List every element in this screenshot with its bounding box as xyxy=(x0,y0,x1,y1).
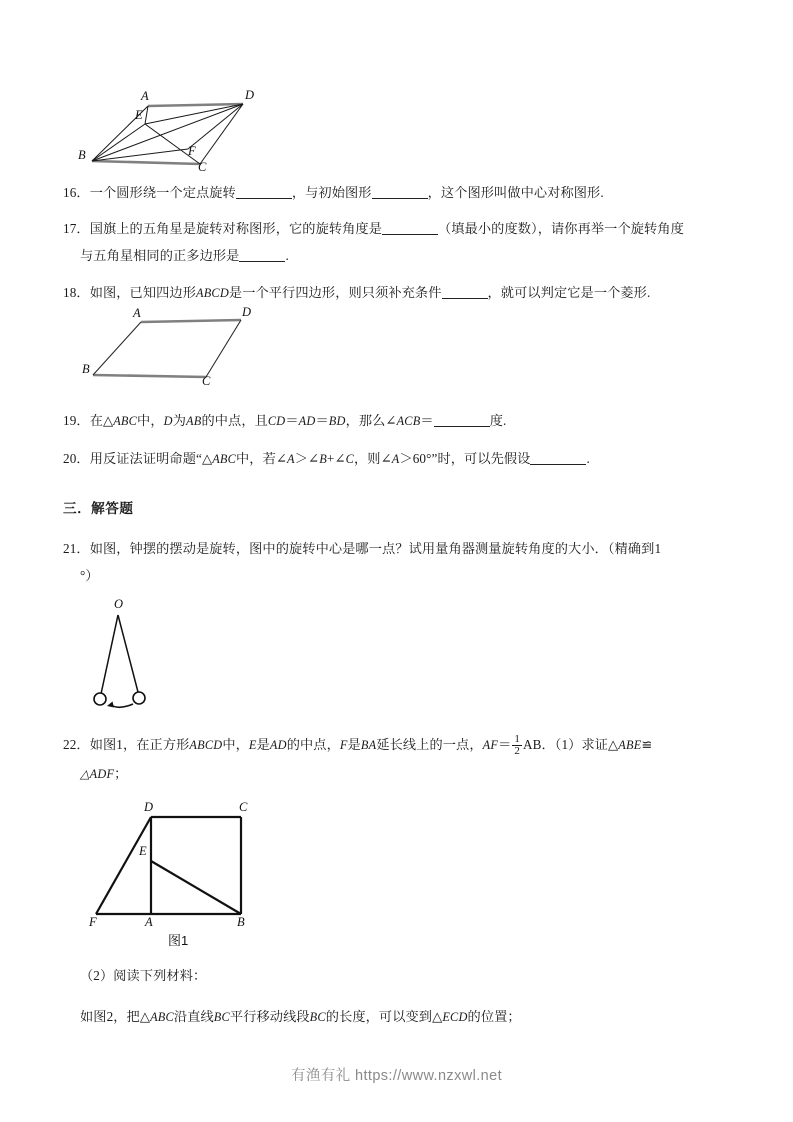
q22p2-label-abc: ABC xyxy=(150,1010,174,1024)
q20-s6: +∠ xyxy=(326,451,346,466)
question-22 xyxy=(63,732,735,787)
question-16-text-1: 一个圆形绕一个定点旋转 xyxy=(89,185,236,200)
question-17-text-1: 国旗上的五角星是旋转对称图形，它的旋转角度是 xyxy=(89,221,383,236)
q20-s8: ，则∠ xyxy=(354,451,392,466)
q22p2-t1: 如图2，把△ xyxy=(80,1009,151,1024)
q22-label-ad: AD xyxy=(269,738,287,752)
q20-s12: . xyxy=(586,451,590,466)
question-18-label-abcd: ABCD xyxy=(196,286,229,300)
q22-part2-label: （2）阅读下列材料： xyxy=(80,968,207,983)
q19-s7: CD xyxy=(267,414,286,428)
figure-pendulum xyxy=(85,597,205,712)
q20-s2: 中，若∠ xyxy=(236,451,288,466)
question-16 xyxy=(63,180,735,205)
vertex-label-E: E xyxy=(139,844,147,858)
vertex-label-D: D xyxy=(144,800,154,814)
question-19 xyxy=(63,408,735,434)
q22-t5: 是 xyxy=(347,737,361,752)
q20-s5: B xyxy=(319,452,327,466)
question-20-number: 20． xyxy=(63,451,90,466)
q19-s16: 度. xyxy=(489,413,507,428)
vertex-label-E: E xyxy=(135,108,143,122)
parallelogram-abcd-svg xyxy=(83,312,273,384)
vertex-label-A: A xyxy=(145,915,153,929)
q19-s2: 中， xyxy=(137,413,164,428)
vertex-label-B: B xyxy=(78,148,86,162)
q22-t3: 是 xyxy=(256,737,270,752)
q22-t2: 中， xyxy=(222,737,249,752)
q20-s7: C xyxy=(345,452,354,466)
question-17-text-3: 与五角星相同的正多边形是 xyxy=(80,248,240,263)
question-17 xyxy=(63,216,735,268)
question-16-blank-2[interactable] xyxy=(372,185,428,199)
q22-label-ab: AB xyxy=(522,737,542,752)
q22-semi: ； xyxy=(114,766,128,781)
q19-s5: AB xyxy=(186,414,202,428)
vertex-label-C: C xyxy=(198,160,207,174)
q22p2-label-bc: BC xyxy=(213,1010,230,1024)
pendulum-svg xyxy=(85,602,205,712)
vertex-label-D: D xyxy=(245,88,255,102)
q19-s1: ABC xyxy=(113,414,138,428)
q19-s0: 在△ xyxy=(89,413,114,428)
q22p2-t4: 的长度，可以变到△ xyxy=(325,1009,443,1024)
footer-watermark-text: 有渔有礼 https://www.nzxwl.net xyxy=(290,1068,503,1084)
vertex-label-C: C xyxy=(239,800,248,814)
question-17-blank-1[interactable] xyxy=(382,221,438,235)
section-heading-text: 三．解答题 xyxy=(63,501,134,516)
fraction-one-half xyxy=(512,734,522,757)
q19-s13: ACB xyxy=(396,414,421,428)
question-17-text-4: . xyxy=(285,248,289,263)
vertex-label-D: D xyxy=(242,305,252,319)
q22-label-af: AF xyxy=(482,738,499,752)
question-21 xyxy=(63,536,735,588)
q22p2-t2: 沿直线 xyxy=(173,1009,214,1024)
q19-s10: ＝ xyxy=(315,413,329,428)
q22-t7: ．（1）求证△ xyxy=(541,737,619,752)
q22-eq: ＝ xyxy=(498,737,512,752)
q19-s8: ＝ xyxy=(285,413,299,428)
q19-s14: ＝ xyxy=(420,413,434,428)
q20-s3: A xyxy=(287,452,295,466)
vertex-label-O: O xyxy=(114,597,124,611)
q22-t6: 延长线上的一点， xyxy=(376,737,483,752)
question-21-number: 21． xyxy=(63,541,90,556)
question-19-blank-1[interactable] xyxy=(434,413,490,427)
question-18 xyxy=(63,280,735,306)
q22-label-f: F xyxy=(339,738,348,752)
q19-s4: 为 xyxy=(172,413,187,428)
question-22-number: 22． xyxy=(63,737,90,752)
question-18-text-1: 如图，已知四边形 xyxy=(89,285,196,300)
q22-label-e: E xyxy=(248,738,257,752)
q19-s6: 的中点，且 xyxy=(201,413,268,428)
vertex-label-F: F xyxy=(89,915,97,929)
question-18-text-2: 是一个平行四边形，则只须补充条件 xyxy=(228,285,442,300)
question-16-text-3: ，这个图形叫做中心对称图形. xyxy=(427,185,604,200)
q19-s3: D xyxy=(163,414,173,428)
q22p2-t3: 平行移动线段 xyxy=(229,1009,310,1024)
question-18-text-3: ，就可以判定它是一个菱形. xyxy=(487,285,651,300)
footer-watermark xyxy=(0,1064,793,1085)
question-22-part2-label xyxy=(63,963,735,988)
q20-s0: 用反证法证明命题“△ xyxy=(89,451,213,466)
questions-container xyxy=(63,78,735,1030)
q22-cong: ≌ xyxy=(641,737,653,752)
q22-label-abcd: ABCD xyxy=(189,738,223,752)
question-21-text-2: °） xyxy=(80,568,99,583)
q22-label-adf: △ADF xyxy=(80,767,115,781)
question-19-number: 19． xyxy=(63,413,90,428)
question-16-text-2: ，与初始图形 xyxy=(291,185,372,200)
q22p2-label-bc2: BC xyxy=(309,1010,326,1024)
question-17-blank-2[interactable] xyxy=(239,248,285,262)
q19-s12: ，那么∠ xyxy=(345,413,397,428)
question-21-text-1: 如图，钟摆的摆动是旋转，图中的旋转中心是哪一点？试用量角器测量旋转角度的大小．（精确到1 xyxy=(89,541,662,556)
fraction-denominator: 2 xyxy=(514,745,520,758)
q19-s9: AD xyxy=(298,414,316,428)
q20-s1: ABC xyxy=(212,452,237,466)
q20-s4: ＞∠ xyxy=(294,451,320,466)
q22-t1: 如图1，在正方形 xyxy=(89,737,190,752)
figure-caption-fig1: 图1 xyxy=(168,933,189,948)
q22-t4: 的中点， xyxy=(286,737,340,752)
question-17-number: 17． xyxy=(63,221,90,236)
question-22-part2-body xyxy=(63,1004,735,1030)
q22p2-label-ecd: ECD xyxy=(442,1010,468,1024)
vertex-label-A: A xyxy=(141,89,149,103)
vertex-label-B: B xyxy=(237,915,245,929)
q22-label-ba: BA xyxy=(360,738,377,752)
vertex-label-C: C xyxy=(202,374,211,388)
q19-s11: BD xyxy=(328,414,346,428)
vertex-label-F: F xyxy=(188,144,196,158)
question-17-text-2: （填最小的度数），请你再举一个旋转角度 xyxy=(438,221,684,236)
figure-square-abcd-fig1 xyxy=(83,799,283,948)
question-20-blank-1[interactable] xyxy=(530,451,586,465)
vertex-label-B: B xyxy=(82,362,90,376)
section-heading-problem-solving xyxy=(63,498,735,520)
question-20 xyxy=(63,446,735,472)
q22p2-t5: 的位置； xyxy=(467,1009,521,1024)
square-abcd-svg xyxy=(83,799,283,939)
question-18-blank-1[interactable] xyxy=(442,285,488,299)
question-16-blank-1[interactable] xyxy=(236,185,292,199)
fraction-numerator: 1 xyxy=(514,733,520,746)
q22-label-abe: ABE xyxy=(618,738,642,752)
question-16-number: 16． xyxy=(63,185,90,200)
q20-s9: A xyxy=(391,452,400,466)
question-18-number: 18． xyxy=(63,285,90,300)
figure-parallelogram-abcd xyxy=(82,305,273,388)
q20-s10: ＞60°”时，可以先假设 xyxy=(399,451,531,466)
vertex-label-A: A xyxy=(133,306,141,320)
